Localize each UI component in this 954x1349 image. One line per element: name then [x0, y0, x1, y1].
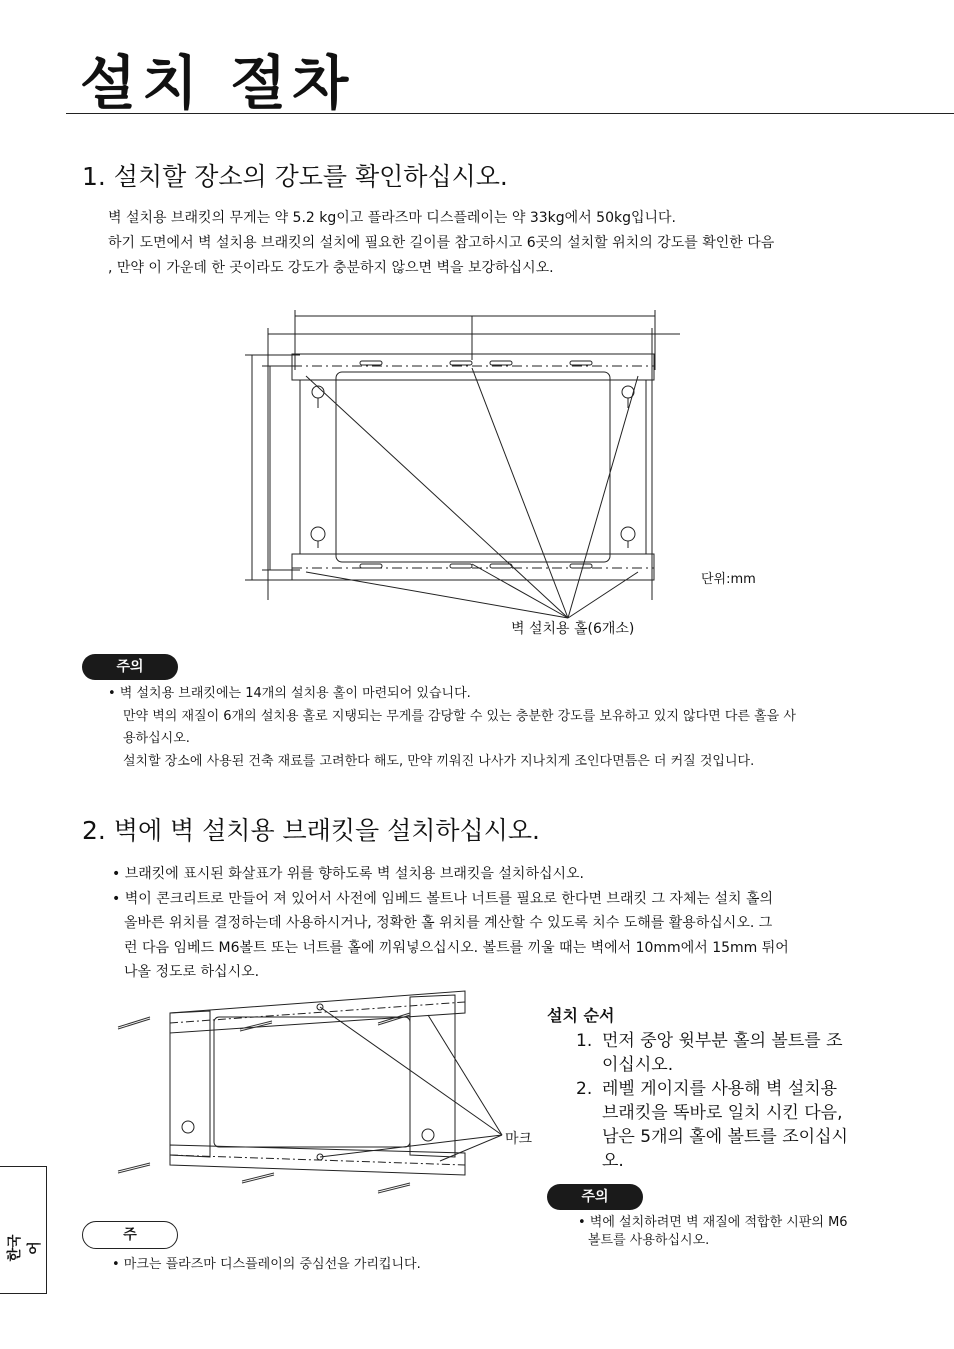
step-2-number: 2. [576, 1079, 593, 1099]
bracket-installation-diagram [110, 985, 510, 1205]
caution-line-1: • 벽 설치용 브래킷에는 14개의 설치용 홀이 마련되어 있습니다. [108, 686, 471, 701]
step-2-line-2: 브래킷을 똑바로 일치 시킨 다음, [602, 1103, 843, 1123]
step-2-line-4: 오. [602, 1151, 624, 1171]
section2-line-3: 올바른 위치를 결정하는데 사용하시거나, 정확한 홀 위치를 계산할 수 있도록 치수 도해를 활용하십시오. 그 [124, 915, 773, 931]
bracket-dimension-diagram [240, 300, 700, 620]
language-label: 한국어 [7, 1234, 43, 1262]
section2-line-2: • 벽이 콘크리트로 만들어 져 있어서 사전에 임베드 볼트나 너트를 필요로 한다면 브래킷 그 자체는 설치 홀의 [112, 890, 773, 907]
caution-line-2: 만약 벽의 재질이 6개의 설치용 홀로 지탱되는 무게를 감당할 수 있는 충분한 강도를 보유하고 있지 않다면 다른 홀을 사 [123, 708, 796, 724]
note-text: • 마크는 플라즈마 디스플레이의 중심선을 가리킵니다. [112, 1257, 421, 1272]
section1-line-1: 벽 설치용 브래킷의 무게는 약 5.2 kg이고 플라즈마 디스플레이는 약 33kg에서 50kg입니다. [108, 210, 676, 226]
caution-line-3: 용하십시오. [123, 731, 190, 746]
procedure-steps [576, 1029, 906, 1173]
step-1-number: 1. [576, 1031, 593, 1051]
section2-body [112, 862, 902, 985]
caution-body [108, 683, 908, 773]
section1-body [108, 206, 908, 281]
step-2-line-1: 레벨 게이지를 사용해 벽 설치용 [602, 1079, 838, 1099]
unit-label: 단위:mm [701, 572, 756, 587]
caution-badge: 주의 [82, 654, 178, 680]
section2-heading: 2. 벽에 벽 설치용 브래킷을 설치하십시오. [82, 816, 540, 845]
note-badge: 주 [82, 1221, 178, 1249]
step-2-line-3: 남은 5개의 홀에 볼트를 조이십시 [602, 1127, 848, 1147]
section1-heading: 1. 설치할 장소의 강도를 확인하십시오. [82, 162, 508, 191]
caution2-line-2: 볼트를 사용하십시오. [588, 1233, 710, 1248]
mark-label: 마크 [505, 1131, 533, 1147]
step-1-line-1: 먼저 중앙 윗부분 홀의 볼트를 조 [602, 1031, 843, 1051]
caution2-line-1: • 벽에 설치하려면 벽 재질에 적합한 시판의 M6 [578, 1215, 848, 1230]
section1-line-2: 하기 도면에서 벽 설치용 브래킷의 설치에 필요한 길이를 참고하시고 6곳의 설치할 위치의 강도를 확인한 다음 [108, 235, 775, 251]
caution-line-4: 설치할 장소에 사용된 건축 재료를 고려한다 해도, 만약 끼워진 나사가 지나치게 조인다면틈은 더 커질 것입니다. [123, 753, 755, 769]
page-title: 설치 절차 [80, 49, 355, 117]
title-rule [66, 113, 954, 114]
caution2-badge: 주의 [547, 1184, 643, 1210]
procedure-title: 설치 순서 [547, 1006, 615, 1025]
procedure-step-2 [576, 1077, 906, 1173]
section2-line-5: 나올 정도로 하십시오. [124, 964, 260, 980]
caution2-body [578, 1214, 908, 1250]
holes-label: 벽 설치용 홀(6개소) [511, 621, 635, 637]
section2-line-1: • 브래킷에 표시된 화살표가 위를 향하도록 벽 설치용 브래킷을 설치하십시오. [112, 866, 585, 882]
procedure-step-1 [576, 1029, 906, 1077]
step-1-line-2: 이십시오. [602, 1055, 674, 1075]
section1-line-3: , 만약 이 가운데 한 곳이라도 강도가 충분하지 않으면 벽을 보강하십시오. [108, 260, 554, 276]
section2-line-4: 런 다음 임베드 M6볼트 또는 너트를 홀에 끼워넣으십시오. 볼트를 끼울 때는 벽에서 10mm에서 15mm 튀어 [124, 939, 789, 956]
